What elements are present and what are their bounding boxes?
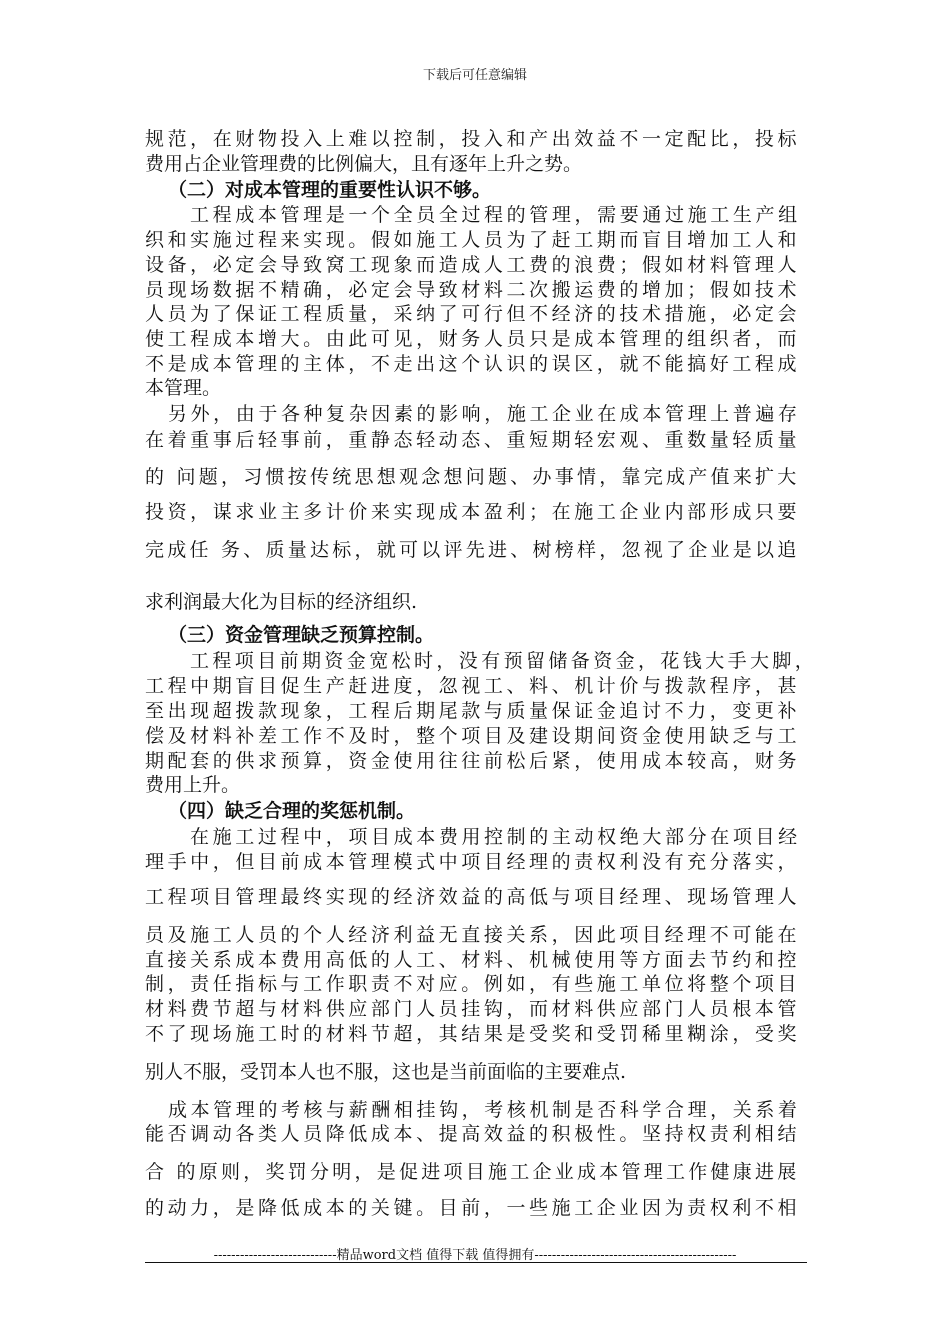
paragraph-line: 工程成本管理是一个全员全过程的管理，需要通过施工生产组 [190,204,801,226]
paragraph-line: 的动力，是降低成本的关键。目前，一些施工企业因为责权利不相 [145,1197,801,1219]
paragraph-line: 设备，必定会导致窝工现象而造成人工费的浪费；假如材料管理人 [145,254,801,276]
paragraph-line: 偿及材料补差工作不及时，整个项目及建设期间资金使用缺乏与工 [145,725,801,747]
paragraph-line: 求利润最大化为目标的经济组织. [145,591,418,613]
paragraph-line: 费用占企业管理费的比例偏大，且有逐年上升之势。 [145,153,583,175]
paragraph-line: 能否调动各类人员降低成本、提高效益的积极性。坚持权责利相结 [145,1123,801,1145]
paragraph-line: 工程项目管理最终实现的经济效益的高低与项目经理、现场管理人 [145,886,801,908]
paragraph-line: 直接关系成本费用高低的人工、材料、机械使用等方面去节约和控 [145,949,801,971]
paragraph-line: 成本管理的考核与薪酬相挂钩，考核机制是否科学合理，关系着 [168,1099,801,1121]
paragraph-line: 工程项目前期资金宽松时，没有预留储备资金，花钱大手大脚， [190,650,818,672]
paragraph-line: 材料费节超与材料供应部门人员挂钩，而材料供应部门人员根本管 [145,998,801,1020]
paragraph-line: 员及施工人员的个人经济利益无直接关系，因此项目经理不可能在 [145,924,801,946]
paragraph-line: 员现场数据不精确，必定会导致材料二次搬运费的增加；假如技术 [145,279,801,301]
paragraph-line: 另外，由于各种复杂因素的影响，施工企业在成本管理上普遍存 [168,403,801,425]
paragraph-line: 完成任 务、质量达标，就可以评先进、树榜样，忽视了企业是以追 [145,539,800,561]
paragraph-line: 投资，谋求业主多计价来实现成本盈利；在施工企业内部形成只要 [145,501,801,523]
paragraph-line: 制，责任指标与工作职责不对应。例如，有些施工单位将整个项目 [145,973,801,995]
section-heading: （三）资金管理缺乏预算控制。 [168,624,435,646]
paragraph-line: 在着重事后轻事前，重静态轻动态、重短期轻宏观、重数量轻质量 [145,429,801,451]
paragraph-line: 至出现超拨款现象，工程后期尾款与质量保证金追讨不力，变更补 [145,700,801,722]
paragraph-line: 不了现场施工时的材料节超，其结果是受奖和受罚稀里糊涂，受奖 [145,1023,801,1045]
paragraph-line: 使工程成本增大。由此可见，财务人员只是成本管理的组织者，而 [145,328,801,350]
paragraph-line: 工程中期盲目促生产赶进度，忽视工、料、机计价与拨款程序，甚 [145,675,801,697]
paragraph-line: 的 问题，习惯按传统思想观念想问题、办事情，靠完成产值来扩大 [145,466,800,488]
page-header: 下载后可任意编辑 [422,68,527,83]
paragraph-line: 理手中，但目前成本管理模式中项目经理的责权利没有充分落实， [145,851,801,873]
paragraph-line: 别人不服，受罚本人也不服，这也是当前面临的主要难点. [145,1061,627,1083]
footer-rule [145,1262,807,1263]
paragraph-line: 本管理。 [145,377,222,399]
paragraph-line: 合 的原则，奖罚分明，是促进项目施工企业成本管理工作健康进展 [145,1161,800,1183]
paragraph-line: 在施工过程中，项目成本费用控制的主动权绝大部分在项目经 [190,826,801,848]
section-heading: （二）对成本管理的重要性认识不够。 [168,179,492,201]
paragraph-line: 织和实施过程来实现。假如施工人员为了赶工期而盲目增加工人和 [145,229,801,251]
paragraph-line: 期配套的供求预算，资金使用往往前松后紧，使用成本较高，财务 [145,750,801,772]
page-footer: ----------------------------精品word文档 值得下载 值得拥有---------------------------------------------- [213,1248,737,1263]
paragraph-line: 人员为了保证工程质量，采纳了可行但不经济的技术措施，必定会 [145,303,801,325]
paragraph-line: 费用上升。 [145,774,241,796]
paragraph-line: 不是成本管理的主体，不走出这个认识的误区，就不能搞好工程成 [145,353,801,375]
paragraph-line: 规范，在财物投入上难以控制，投入和产出效益不一定配比，投标 [145,128,801,150]
section-heading: （四）缺乏合理的奖惩机制。 [168,800,416,822]
